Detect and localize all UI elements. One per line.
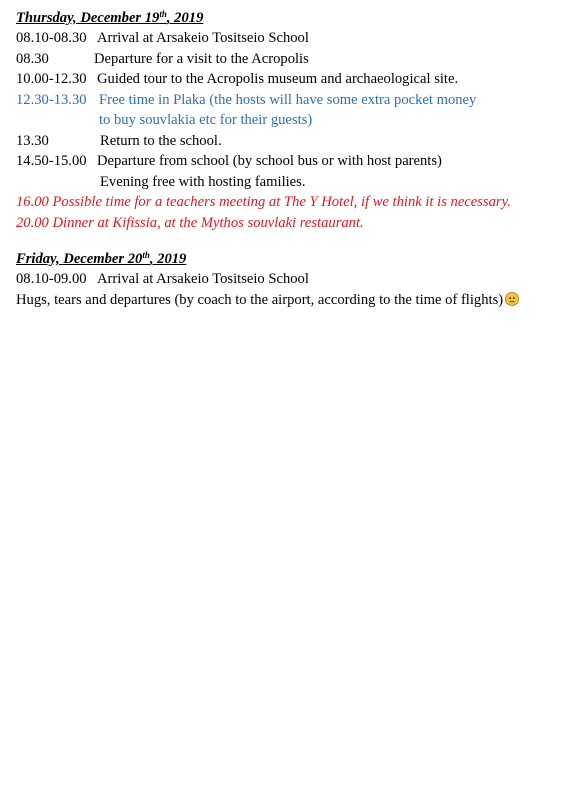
schedule-time: 12.30-13.30 [16, 91, 87, 108]
schedule-row [16, 28, 546, 49]
schedule-row-continuation [16, 110, 546, 131]
schedule-description-continued: to buy souvlakia etc for their guests) [99, 112, 313, 128]
friday-heading-ordinal: th [142, 250, 150, 260]
schedule-time: 13.30 [16, 132, 49, 149]
schedule-description: Return to the school. [100, 132, 222, 149]
schedule-description: Departure from school (by school bus or with host parents) [97, 153, 442, 169]
friday-heading [16, 249, 546, 269]
note-teachers-meeting: 16.00 Possible time for a teachers meeting at The Y Hotel, if we think it is necessary. [16, 194, 511, 210]
schedule-row-highlighted [16, 90, 546, 111]
schedule-time: 10.00-12.30 [16, 71, 87, 87]
friday-heading-date: Friday, December 20 [16, 251, 143, 267]
thursday-heading-year: , 2019 [166, 10, 204, 26]
schedule-row [16, 269, 546, 290]
schedule-description-continued: Evening free with hosting families. [100, 173, 306, 190]
thursday-heading-ordinal: th [159, 9, 167, 19]
departure-paragraph [16, 290, 546, 311]
schedule-description: Departure for a visit to the Acropolis [94, 50, 309, 67]
thursday-heading [16, 8, 546, 28]
schedule-description: Free time in Plaka (the hosts will have some extra pocket money [99, 91, 477, 108]
friday-heading-year: , 2019 [149, 251, 187, 267]
schedule-time: 08.30 [16, 50, 49, 67]
schedule-time: 14.50-15.00 [16, 153, 87, 169]
thursday-heading-date: Thursday, December 19 [16, 10, 160, 26]
schedule-row-continuation [16, 172, 546, 193]
departure-paragraph-text: Hugs, tears and departures (by coach to the airport, according to the time of flights) [16, 291, 504, 308]
schedule-row [16, 49, 546, 70]
sad-face-icon [505, 292, 519, 306]
schedule-time: 08.10-09.00 [16, 271, 87, 287]
itinerary-document [16, 8, 546, 310]
schedule-description: Arrival at Arsakeio Tositseio School [97, 30, 309, 46]
schedule-row [16, 131, 546, 152]
section-spacer [16, 233, 546, 249]
schedule-time: 08.10-08.30 [16, 30, 87, 46]
schedule-description: Guided tour to the Acropolis museum and archaeological site. [97, 71, 459, 87]
schedule-row [16, 69, 546, 90]
schedule-row [16, 151, 546, 172]
schedule-description: Arrival at Arsakeio Tositseio School [97, 271, 309, 287]
note-dinner: 20.00 Dinner at Kifissia, at the Mythos souvlaki restaurant. [16, 214, 364, 231]
